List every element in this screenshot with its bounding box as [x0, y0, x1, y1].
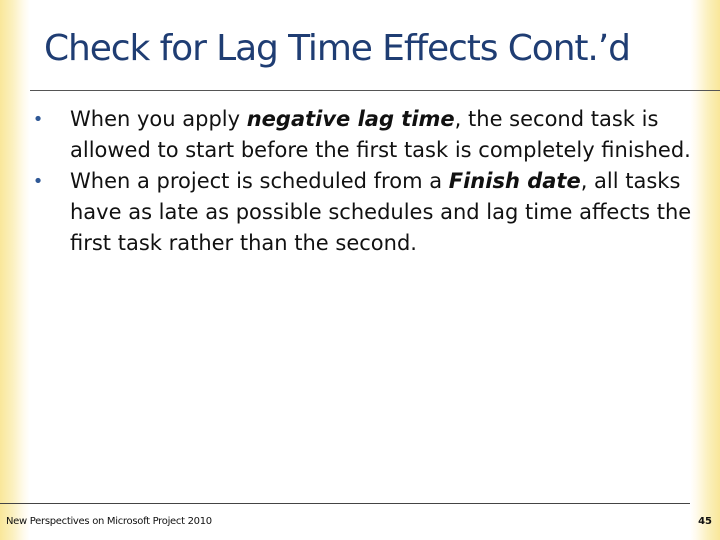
slide-title: Check for Lag Time Effects Cont.’d — [44, 28, 630, 69]
bullet-list — [28, 104, 698, 259]
bullet-icon: • — [32, 109, 44, 130]
bullet-item — [28, 104, 698, 166]
footer-divider — [0, 503, 690, 504]
bullet-icon: • — [32, 171, 44, 192]
bullet-item — [28, 166, 698, 259]
title-divider — [30, 90, 720, 91]
page-number: 45 — [698, 516, 712, 527]
bullet-text-pre: When a project is scheduled from a — [70, 169, 449, 193]
bullet-text-post: , the second task is allowed to start before the first task is completely finished. — [70, 107, 691, 162]
bullet-emphasis: negative lag time — [246, 107, 455, 131]
bullet-emphasis: Finish date — [448, 169, 581, 193]
bullet-text-pre: When you apply — [70, 107, 247, 131]
bullet-text-post: , all tasks have as late as possible schedules and lag time affects the first task rather than the second. — [70, 169, 692, 255]
footer-text: New Perspectives on Microsoft Project 2010 — [6, 516, 212, 527]
